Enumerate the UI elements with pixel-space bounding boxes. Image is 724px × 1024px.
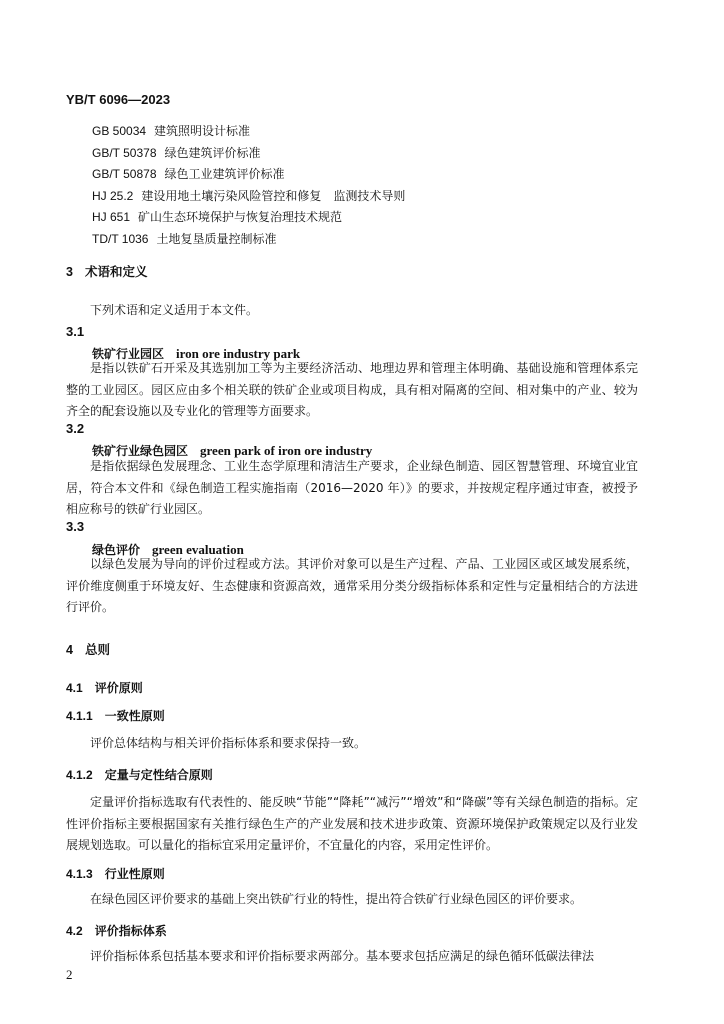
- reference-code: HJ 651: [92, 210, 131, 224]
- subsection-title: 评价原则: [94, 681, 143, 695]
- page-number: 2: [66, 967, 73, 982]
- subsection-text: 评价指标体系包括基本要求和评价指标要求两部分。基本要求包括应满足的绿色循环低碳法律法: [90, 949, 595, 963]
- term-title-en: iron ore industry park: [176, 346, 301, 361]
- reference-item: [92, 164, 405, 186]
- reference-item: [92, 186, 405, 208]
- document-code: YB/T 6096—2023: [66, 92, 171, 107]
- term-definition: 是指依据绿色发展理念、工业生态学原理和清洁生产要求，企业绿色制造、园区智慧管理、环境宜业宜居，符合本文件和《绿色制造工程实施指南（2016—2020 年）》的要求，并按规定程序通过审查，被授予相应称号的铁矿行业园区。: [66, 459, 638, 516]
- reference-code: TD/T 1036: [92, 231, 149, 246]
- reference-title: 绿色建筑评价标准: [164, 145, 261, 160]
- subsection-title: 评价指标体系: [94, 924, 167, 938]
- reference-item: [92, 229, 405, 251]
- clause-heading: [66, 865, 165, 882]
- clause-text: 在绿色园区评价要求的基础上突出铁矿行业的特性，提出符合铁矿行业绿色园区的评价要求。: [90, 892, 583, 906]
- term-definition: 是指以铁矿石开采及其选别加工等为主要经济活动、地理边界和管理主体明确、基础设施和管理体系完整的工业园区。园区应由多个相关联的铁矿企业或项目构成，具有相对隔离的空间、相对集中的产业、较为齐全的配套设施以及专业化的管理等方面要求。: [66, 361, 638, 418]
- clause-text: 评价总体结构与相关评价指标体系和要求保持一致。: [90, 736, 367, 750]
- clause-number: 4.1.3: [66, 867, 93, 881]
- term-title-en: green evaluation: [152, 542, 244, 557]
- subsection-number: 4.2: [66, 924, 83, 938]
- subsection-number: 4.1: [66, 681, 83, 695]
- term-number: 3.3: [66, 519, 85, 534]
- section-number: 3: [66, 265, 73, 279]
- reference-title: 绿色工业建筑评价标准: [164, 167, 285, 181]
- reference-code: GB/T 50878: [92, 167, 157, 181]
- term-title-en: green park of iron ore industry: [200, 443, 373, 458]
- reference-item: [92, 121, 405, 143]
- reference-code: HJ 25.2: [92, 188, 134, 203]
- term-title-cn: 铁矿行业绿色园区: [92, 444, 189, 458]
- reference-item: [92, 207, 405, 229]
- clause-title: 定量与定性结合原则: [104, 768, 213, 782]
- section-title: 术语和定义: [84, 264, 148, 279]
- normative-references-list: [92, 121, 405, 250]
- term-number: 3.2: [66, 421, 85, 436]
- clause-title: 一致性原则: [104, 709, 165, 723]
- reference-title: 建设用地土壤污染风险管控和修复 监测技术导则: [141, 188, 406, 203]
- clause-heading: [66, 766, 213, 783]
- clause-number: 4.1.2: [66, 768, 93, 782]
- clause-number: 4.1.1: [66, 709, 93, 723]
- clause-text: 定量评价指标选取有代表性的、能反映“节能”“降耗”“减污”“增效”和“降碳”等有关绿色制造的指标。定性评价指标主要根据国家有关推行绿色生产的产业发展和技术进步政策、资源环境保护政策规定以及行业发展规划选取。可以量化的指标宜采用定量评价，不宜量化的内容，采用定性评价。: [66, 795, 638, 852]
- reference-code: GB/T 50378: [92, 145, 157, 160]
- reference-item: [92, 143, 405, 165]
- section-4-heading: [66, 640, 110, 658]
- section-title: 总则: [84, 642, 110, 657]
- subsection-heading: [66, 922, 167, 939]
- reference-title: 矿山生态环境保护与恢复治理技术规范: [138, 210, 343, 224]
- term-title-cn: 铁矿行业园区: [92, 347, 165, 361]
- clause-heading: [66, 707, 165, 724]
- reference-code: GB 50034: [92, 124, 147, 138]
- clause-title: 行业性原则: [104, 867, 165, 881]
- subsection-heading: [66, 679, 143, 696]
- section-3-intro: 下列术语和定义适用于本文件。: [90, 303, 259, 317]
- reference-title: 建筑照明设计标准: [154, 124, 251, 138]
- reference-title: 土地复垦质量控制标准: [156, 231, 277, 246]
- section-3-heading: [66, 262, 147, 280]
- term-title-cn: 绿色评价: [92, 543, 141, 557]
- section-number: 4: [66, 643, 73, 657]
- term-definition: 以绿色发展为导向的评价过程或方法。其评价对象可以是生产过程、产品、工业园区或区域发展系统，评价维度侧重于环境友好、生态健康和资源高效，通常采用分类分级指标体系和定性与定量相结合的方法进行评价。: [66, 557, 638, 614]
- term-number: 3.1: [66, 324, 85, 339]
